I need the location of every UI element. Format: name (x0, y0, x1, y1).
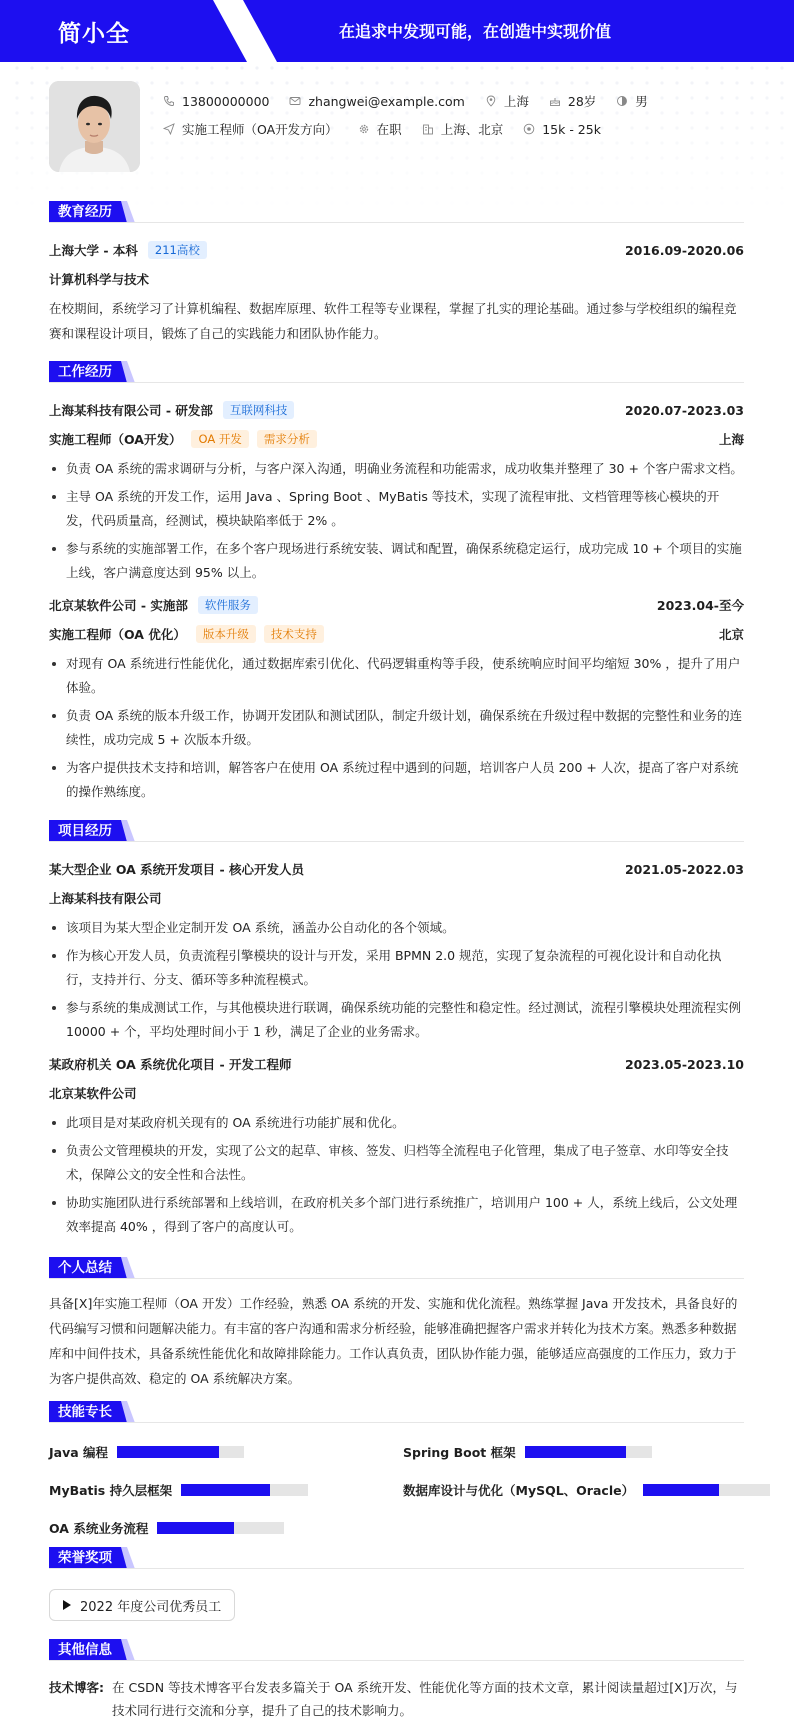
other-info-label: 技术博客: (49, 1680, 104, 1695)
section-tail-decoration (113, 1639, 135, 1661)
section-label: 技能专长 (49, 1401, 121, 1423)
salary-text: 15k - 25k (542, 121, 601, 137)
email-text[interactable]: zhangwei@example.com (308, 93, 465, 109)
age-text: 28岁 (567, 94, 597, 109)
project-company-row (49, 1083, 744, 1103)
skill-tag: 技术支持 (264, 625, 324, 643)
skill-item (403, 1481, 770, 1499)
gender-icon (616, 95, 628, 107)
section-label: 项目经历 (49, 820, 121, 842)
skill-bar-fill (157, 1522, 233, 1534)
section-tail-decoration (113, 820, 135, 842)
skill-bar (117, 1446, 244, 1458)
section-divider (49, 1278, 744, 1279)
avatar (49, 81, 140, 172)
project-bullets (49, 916, 744, 1048)
section-tail-decoration (113, 201, 135, 223)
section-label: 个人总结 (49, 1257, 121, 1279)
skill-bar (181, 1484, 308, 1496)
section-label: 荣誉奖项 (49, 1547, 121, 1569)
skill-name: MyBatis 持久层框架 (49, 1483, 173, 1498)
role-row (49, 624, 744, 644)
company-name: 上海某科技有限公司 - 研发部 (49, 403, 213, 418)
project-bullets (49, 1111, 744, 1243)
section-divider (49, 1660, 744, 1661)
location-pin-icon (485, 95, 497, 107)
cake-icon (549, 95, 561, 107)
section-tail-decoration (113, 1257, 135, 1279)
industry-badge: 软件服务 (198, 596, 258, 614)
list-item: 作为核心开发人员，负责流程引擎模块的设计与开发，采用 BPMN 2.0 规范，实现了复杂流程的可视化设计和自动化执行，支持并行、分支、循环等多种流程模式。 (49, 944, 744, 992)
list-item: 对现有 OA 系统进行性能优化，通过数据库索引优化、代码逻辑重构等手段，使系统响应时间平均缩短 30% ，提升了用户体验。 (49, 652, 744, 700)
phone-item (163, 94, 269, 109)
section-label: 其他信息 (49, 1639, 121, 1661)
work-city: 北京 (718, 627, 744, 642)
work-header (49, 400, 744, 420)
section-divider (49, 1422, 744, 1423)
skill-tag: 需求分析 (257, 430, 317, 448)
skill-tag: OA 开发 (191, 430, 248, 448)
project-title: 某大型企业 OA 系统开发项目 - 核心开发人员 (49, 862, 305, 877)
skill-bar-fill (181, 1484, 270, 1496)
skill-tag: 版本升级 (196, 625, 256, 643)
list-item: 参与系统的集成测试工作，与其他模块进行联调，确保系统功能的完整性和稳定性。经过测试，流程引擎模块处理流程实例 10000 + 个，平均处理时间小于 1 秒，满足了企业的业务需求。 (49, 996, 744, 1044)
other-info-row (49, 1676, 749, 1722)
project-company: 上海某科技有限公司 (49, 891, 162, 906)
skill-name: Java 编程 (49, 1445, 109, 1460)
skill-name: Spring Boot 框架 (403, 1445, 516, 1460)
position-item (163, 120, 338, 138)
list-item: 该项目为某大型企业定制开发 OA 系统，涵盖办公自动化的各个领域。 (49, 916, 744, 940)
avatar-portrait-icon (49, 81, 140, 172)
phone-text[interactable]: 13800000000 (182, 93, 270, 109)
project-company-row (49, 888, 744, 908)
skill-item (49, 1481, 308, 1499)
phone-icon (163, 95, 175, 107)
list-item: 负责 OA 系统的需求调研与分析，与客户深入沟通，明确业务流程和功能需求，成功收集并整理了 30 + 个客户需求文档。 (49, 457, 744, 481)
target-city-text: 上海、北京 (440, 122, 504, 137)
building-icon (422, 123, 434, 135)
list-item: 负责公文管理模块的开发，实现了公文的起草、审核、签发、归档等全流程电子化管理，集成了电子签章、水印等安全技术，保障公文的安全性和合法性。 (49, 1139, 744, 1187)
list-item: 负责 OA 系统的版本升级工作，协调开发团队和测试团队，制定升级计划，确保系统在升级过程中数据的完整性和业务的连续性，成功完成 5 + 次版本升级。 (49, 704, 744, 752)
role-name: 实施工程师（OA 优化） (49, 627, 186, 642)
role-name: 实施工程师（OA开发） (49, 432, 182, 447)
project-date: 2021.05-2022.03 (624, 861, 744, 877)
gender-text: 男 (635, 94, 648, 109)
candidate-name: 简小全 (58, 21, 130, 47)
skill-bar (643, 1484, 770, 1496)
school-badge: 211高校 (148, 241, 207, 259)
section-divider (49, 841, 744, 842)
skill-bar-fill (643, 1484, 719, 1496)
other-info-text: 在 CSDN 等技术博客平台发表多篇关于 OA 系统开发、性能优化等方面的技术文章，累计阅读量超过[X]万次，与技术同行进行交流和分享，提升了自己的技术影响力。 (112, 1680, 738, 1718)
list-item: 主导 OA 系统的开发工作，运用 Java 、Spring Boot 、MyBatis 等技术，实现了流程审批、文档管理等核心模块的开发，代码质量高，经测试，模块缺陷率低于 2% 。 (49, 485, 744, 533)
skill-bar-fill (525, 1446, 627, 1458)
salary-icon (523, 123, 535, 135)
skill-item (49, 1519, 284, 1537)
work-header (49, 595, 744, 615)
industry-badge: 互联网科技 (223, 401, 295, 419)
skill-item (49, 1443, 244, 1461)
work-city: 上海 (718, 432, 744, 447)
section-label: 工作经历 (49, 361, 121, 383)
education-date: 2016.09-2020.06 (624, 242, 744, 258)
project-date: 2023.05-2023.10 (624, 1056, 744, 1072)
age-item (549, 92, 596, 110)
work-date: 2023.04-至今 (656, 598, 744, 613)
award-item[interactable] (49, 1589, 235, 1621)
play-triangle-icon (63, 1600, 71, 1610)
list-item: 为客户提供技术支持和培训，解答客户在使用 OA 系统过程中遇到的问题，培训客户人员 200 + 人次，提高了客户对系统的操作熟练度。 (49, 756, 744, 804)
position-text: 实施工程师（OA开发方向） (182, 122, 338, 137)
skill-name: 数据库设计与优化（MySQL、Oracle） (403, 1483, 635, 1498)
list-item: 此项目是对某政府机关现有的 OA 系统进行功能扩展和优化。 (49, 1111, 744, 1135)
project-header (49, 1054, 744, 1074)
education-description: 在校期间，系统学习了计算机编程、数据库原理、软件工程等专业课程，掌握了扎实的理论基础。通过参与学校组织的编程竞赛和课程设计项目，锻炼了自己的实践能力和团队协作能力。 (49, 301, 737, 341)
role-row (49, 429, 744, 449)
work-bullets (49, 652, 744, 808)
status-item (358, 120, 402, 138)
list-item: 协助实施团队进行系统部署和上线培训，在政府机关多个部门进行系统推广，培训用户 100 + 人，系统上线后，公文处理效率提高 40% ，得到了客户的高度认可。 (49, 1191, 744, 1239)
summary-text: 具备[X]年实施工程师（OA 开发）工作经验，熟悉 OA 系统的开发、实施和优化流程。熟练掌握 Java 开发技术，具备良好的代码编写习惯和问题解决能力。有丰富的客户沟通和需求分析经验，能够准确把握客户需求并转化为技术方案。熟悉多种数据库和中间件技术，具备系统性能优化和故障排除能力。工作认真负责，团队协作能力强，能够适应高强度的工作压力，致力于为客户提供高效、稳定的 OA 系统解决方案。 (49, 1296, 738, 1386)
section-tail-decoration (113, 361, 135, 383)
section-divider (49, 1568, 744, 1569)
header-slogan: 在追求中发现可能，在创造中实现价值 (339, 22, 612, 41)
status-text: 在职 (376, 122, 402, 137)
skill-bar (525, 1446, 652, 1458)
section-divider (49, 382, 744, 383)
school-name: 上海大学 - 本科 (49, 243, 138, 258)
list-item: 参与系统的实施部署工作，在多个客户现场进行系统安装、调试和配置，确保系统稳定运行，成功完成 10 + 个项目的实施上线，客户满意度达到 95% 以上。 (49, 537, 744, 585)
major-name: 计算机科学与技术 (49, 272, 150, 287)
send-icon (163, 123, 175, 135)
company-name: 北京某软件公司 - 实施部 (49, 598, 188, 613)
section-tail-decoration (113, 1547, 135, 1569)
gender-item (616, 92, 648, 110)
job-intent-row (163, 120, 621, 138)
section-label: 教育经历 (49, 201, 121, 223)
city-item (485, 92, 529, 110)
skill-item (403, 1443, 652, 1461)
project-company: 北京某软件公司 (49, 1086, 137, 1101)
mail-icon (289, 95, 301, 107)
work-date: 2020.07-2023.03 (624, 402, 744, 418)
skill-bar (157, 1522, 284, 1534)
award-text: 2022 年度公司优秀员工 (80, 1599, 222, 1615)
gear-icon (358, 123, 370, 135)
major-row (49, 269, 744, 289)
salary-item (523, 122, 601, 137)
city-text: 上海 (503, 94, 529, 109)
project-title: 某政府机关 OA 系统优化项目 - 开发工程师 (49, 1057, 292, 1072)
skill-bar-fill (117, 1446, 219, 1458)
education-header (49, 240, 744, 260)
header-band (0, 0, 794, 62)
email-item (289, 94, 464, 109)
skill-name: OA 系统业务流程 (49, 1521, 149, 1536)
contact-row (163, 92, 668, 110)
target-city-item (422, 120, 504, 138)
section-divider (49, 222, 744, 223)
work-bullets (49, 457, 744, 589)
project-header (49, 859, 744, 879)
section-tail-decoration (113, 1401, 135, 1423)
